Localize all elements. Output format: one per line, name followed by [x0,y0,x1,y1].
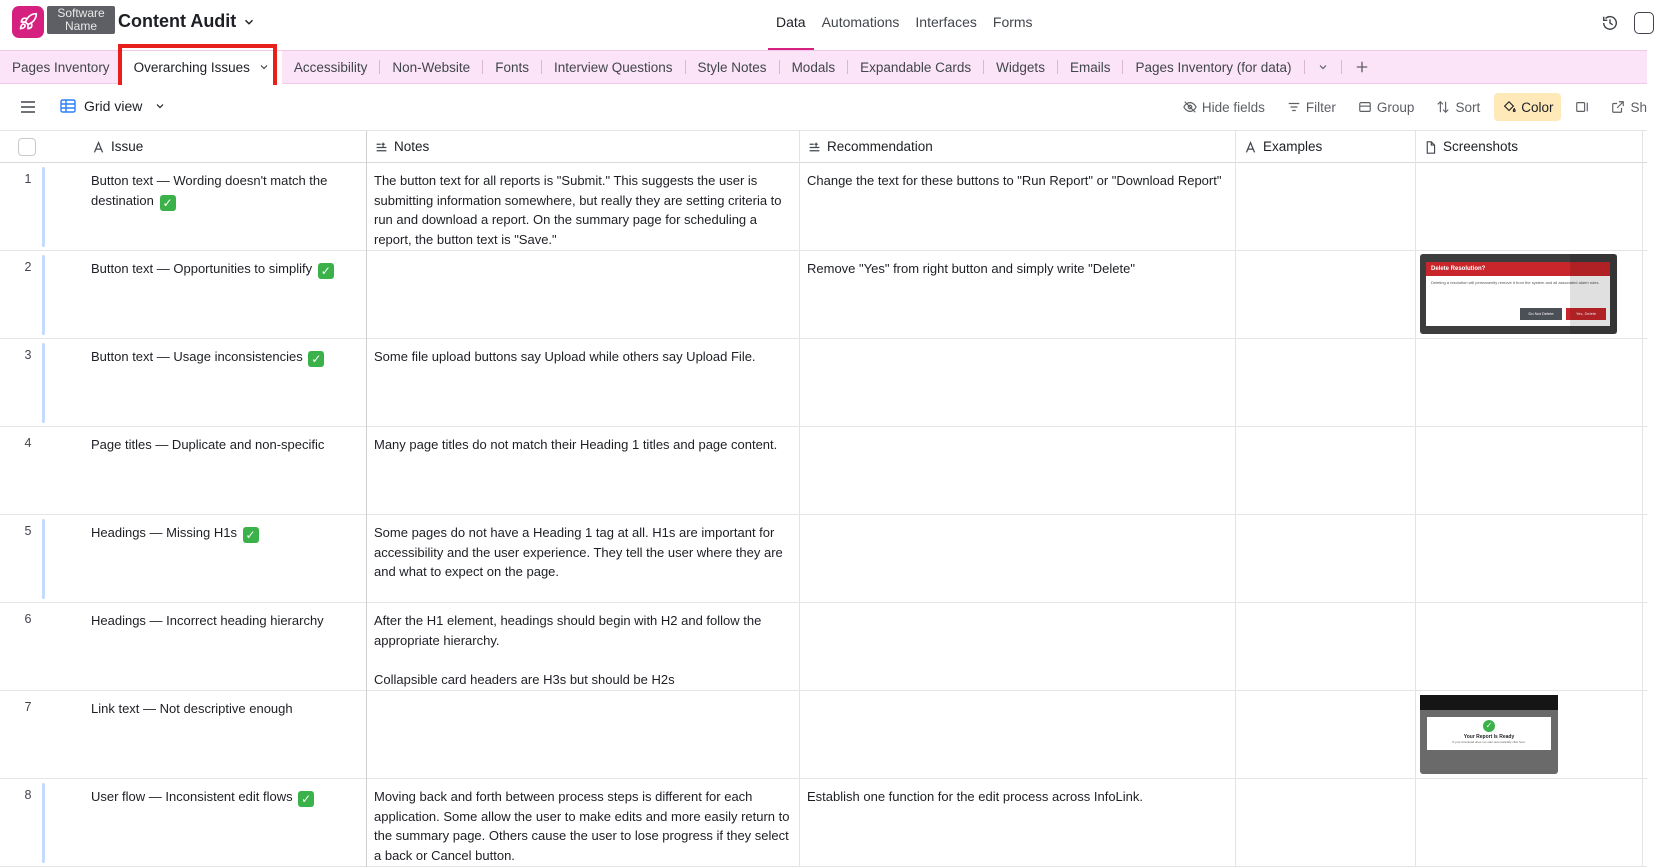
checkmark-icon: ✓ [1483,720,1495,732]
eye-off-icon [1183,100,1197,114]
table-tabs [0,50,1647,84]
cell-notes[interactable]: The button text for all reports is "Submit." This suggests the user is submitting information somewhere, but really they are setting criteria to run and download a report. On the summary page for scheduling a report, the button text is "Save." [367,163,800,251]
cell-screenshots[interactable] [1416,603,1643,691]
filter-label: Filter [1305,99,1336,115]
filter-icon [1287,100,1301,114]
sort-label: Sort [1455,99,1481,115]
row-number: 5 [24,524,32,538]
sort-button[interactable] [1428,93,1488,121]
cell-examples[interactable] [1236,515,1416,603]
cell-recommendation[interactable]: Change the text for these buttons to "Run Report" or "Download Report" [800,163,1236,251]
tab-modals[interactable]: Modals [791,59,836,75]
cell-notes[interactable]: Some file upload buttons say Upload while others say Upload File. [367,339,800,427]
tab-pages-inventory[interactable]: Pages Inventory [12,59,110,75]
check-mark-icon: ✓ [160,195,176,211]
software-name-label: Software Name [47,6,115,34]
column-header-examples[interactable] [1236,131,1416,163]
tab-expandable-cards[interactable]: Expandable Cards [860,59,972,75]
cell-issue[interactable] [84,603,367,691]
row-color-indicator [42,167,45,247]
cell-notes[interactable]: Moving back and forth between process steps is different for each application. Some allow the user to make edits and more easily return to the summary page. Others cause the user to lose progress if they select a back or Cancel button. [367,779,800,867]
tab-non-website[interactable]: Non-Website [392,59,471,75]
check-mark-icon: ✓ [243,527,259,543]
row-color-indicator [42,255,45,335]
sort-icon [1436,100,1450,114]
cell-issue-text: Link text — Not descriptive enough [91,701,293,716]
nav-interfaces[interactable]: Interfaces [915,14,977,30]
hide-fields-label: Hide fields [1201,99,1265,115]
column-header-recommendation[interactable] [800,131,1236,163]
text-field-icon [1244,141,1257,154]
rocket-icon [18,12,38,32]
column-header-screenshots[interactable] [1416,131,1643,163]
select-all-checkbox[interactable] [18,138,36,156]
table-row[interactable] [0,779,1647,867]
nav-forms[interactable]: Forms [992,14,1033,30]
cell-recommendation[interactable] [800,427,1236,515]
cell-examples[interactable] [1236,691,1416,779]
long-text-icon [808,141,821,154]
filter-button[interactable] [1279,93,1344,121]
row-number: 3 [24,348,32,362]
table-row[interactable] [0,251,1647,339]
column-header-issue[interactable] [84,131,367,163]
cell-screenshots[interactable] [1416,779,1643,867]
cell-screenshots[interactable] [1416,339,1643,427]
row-number: 4 [24,436,32,450]
group-label: Group [1376,99,1415,115]
tab-overarching-issues-label: Overarching Issues [133,59,250,75]
cell-examples[interactable] [1236,779,1416,867]
row-number: 6 [24,612,32,626]
add-table-button[interactable] [1342,51,1382,84]
cell-screenshots[interactable] [1416,515,1643,603]
cell-recommendation[interactable] [800,691,1236,779]
tab-fonts[interactable]: Fonts [495,59,529,75]
tab-accessibility[interactable]: Accessibility [293,59,368,75]
chevron-down-icon[interactable] [258,61,270,73]
tab-pages-inventory-data[interactable]: Pages Inventory (for data) [1135,59,1292,75]
base-title: Content Audit [118,11,237,31]
cell-issue[interactable] [84,691,367,779]
cell-issue[interactable] [84,339,367,427]
cell-issue[interactable] [84,251,367,339]
cell-examples[interactable] [1236,251,1416,339]
cell-examples[interactable] [1236,603,1416,691]
history-icon[interactable] [1601,14,1619,32]
thumbnail-report-title: Your Report Is Ready [1463,734,1515,740]
column-header-recommendation-label: Recommendation [827,139,933,154]
row-number: 7 [24,700,32,714]
row-height-icon [1575,100,1589,114]
tab-interview-questions[interactable]: Interview Questions [553,59,673,75]
share-icon [1611,100,1625,114]
grid-header [0,131,1647,163]
share-label: Sh [1630,99,1647,115]
cell-issue[interactable] [84,163,367,251]
color-label: Color [1521,99,1554,115]
nav-data[interactable]: Data [768,0,814,50]
check-mark-icon: ✓ [318,263,334,279]
base-title-dropdown[interactable] [118,11,256,32]
column-header-examples-label: Examples [1263,139,1323,154]
plus-icon [1355,60,1369,74]
chevron-down-icon [154,100,166,112]
more-tabs-button[interactable] [1305,51,1341,84]
table-row[interactable] [0,515,1647,603]
cell-issue-text: Button text — Wording doesn't match the destination [91,173,328,208]
long-text-icon [375,141,388,154]
cell-recommendation[interactable]: Establish one function for the edit process across InfoLink. [800,779,1236,867]
row-color-indicator [42,783,45,863]
cell-issue-text: Headings — Missing H1s [91,525,237,540]
thumbnail-confirm-button: Yes, Delete [1566,308,1606,320]
color-button[interactable] [1494,93,1561,121]
row-number: 1 [24,172,32,186]
text-field-icon [92,141,105,154]
cell-screenshots[interactable] [1416,427,1643,515]
app-logo[interactable] [12,6,44,38]
tab-widgets[interactable]: Widgets [996,59,1045,75]
check-mark-icon: ✓ [298,791,314,807]
tab-overarching-issues[interactable] [122,51,282,84]
thumbnail-dialog-body: Deleting a resolution will permanently remove it from the system and all associated alarm rules. [1431,280,1600,285]
view-name: Grid view [84,98,143,114]
thumbnail-header-bar [1420,695,1558,710]
table-row[interactable] [0,339,1647,427]
table-row[interactable] [0,691,1647,779]
cell-examples[interactable] [1236,427,1416,515]
share-button[interactable] [1603,93,1655,121]
cell-issue-text: User flow — Inconsistent edit flows [91,789,293,804]
row-color-indicator [42,343,45,423]
view-toolbar [0,85,1647,131]
hide-fields-button[interactable] [1175,93,1273,121]
cell-recommendation[interactable] [800,339,1236,427]
chevron-down-icon [242,15,256,29]
cell-issue[interactable] [84,515,367,603]
row-number: 2 [24,260,32,274]
cell-issue-text: Button text — Opportunities to simplify [91,261,313,276]
table-row[interactable] [0,603,1647,691]
cell-recommendation[interactable]: Remove "Yes" from right button and simply write "Delete" [800,251,1236,339]
cell-notes[interactable] [367,691,800,779]
thumbnail-dialog-title: Delete Resolution? [1426,262,1610,276]
view-switcher[interactable] [60,98,166,114]
screenshot-thumbnail-delete-dialog[interactable] [1420,254,1617,334]
thumbnail-cancel-button: Do Not Delete [1520,308,1562,320]
cell-issue-text: Page titles — Duplicate and non-specific [91,437,325,452]
nav-automations[interactable]: Automations [821,14,900,30]
cell-notes[interactable]: Many page titles do not match their Heading 1 titles and page content. [367,427,800,515]
cell-issue-text: Headings — Incorrect heading hierarchy [91,613,324,628]
cell-issue-text: Button text — Usage inconsistencies [91,349,303,364]
column-header-notes[interactable] [367,131,800,163]
side-panel-icon[interactable] [1634,12,1654,34]
cell-notes[interactable]: After the H1 element, headings should begin with H2 and follow the appropriate hierarchy. Collapsible card headers are H3s but should be H2s [367,603,800,691]
paint-bucket-icon [1502,100,1516,114]
cell-examples[interactable] [1236,339,1416,427]
check-mark-icon: ✓ [308,351,324,367]
main-nav [768,0,1041,50]
chevron-down-icon [1317,61,1329,73]
screenshot-thumbnail-report-ready[interactable] [1420,695,1558,774]
tab-style-notes[interactable]: Style Notes [697,59,767,75]
grid-view-icon [60,99,76,113]
attachment-file-icon [1424,141,1437,154]
column-header-screenshots-label: Screenshots [1443,139,1519,154]
row-number: 8 [24,788,32,802]
row-height-button[interactable] [1567,93,1597,121]
thumbnail-shade [1570,254,1617,334]
group-icon [1358,100,1372,114]
thumbnail-report-body: If your download does not start automatically click here. [1452,740,1526,744]
cell-screenshots[interactable] [1416,163,1643,251]
tab-emails[interactable]: Emails [1069,59,1111,75]
cell-recommendation[interactable] [800,603,1236,691]
top-header [0,0,1647,50]
cell-notes[interactable]: Some pages do not have a Heading 1 tag at all. H1s are important for accessibility and the user experience. They tell the user where they are and what to expect on the page. [367,515,800,603]
column-header-notes-label: Notes [394,139,430,154]
menu-icon[interactable] [20,100,36,114]
thumbnail-card [1427,717,1551,750]
table-row[interactable] [0,163,1647,251]
cell-issue[interactable] [84,779,367,867]
cell-notes[interactable] [367,251,800,339]
column-header-issue-label: Issue [111,139,144,154]
toolbar-actions [1175,93,1655,121]
row-color-indicator [42,519,45,599]
cell-recommendation[interactable] [800,515,1236,603]
group-button[interactable] [1350,93,1423,121]
cell-examples[interactable] [1236,163,1416,251]
cell-issue[interactable] [84,427,367,515]
table-row[interactable] [0,427,1647,515]
